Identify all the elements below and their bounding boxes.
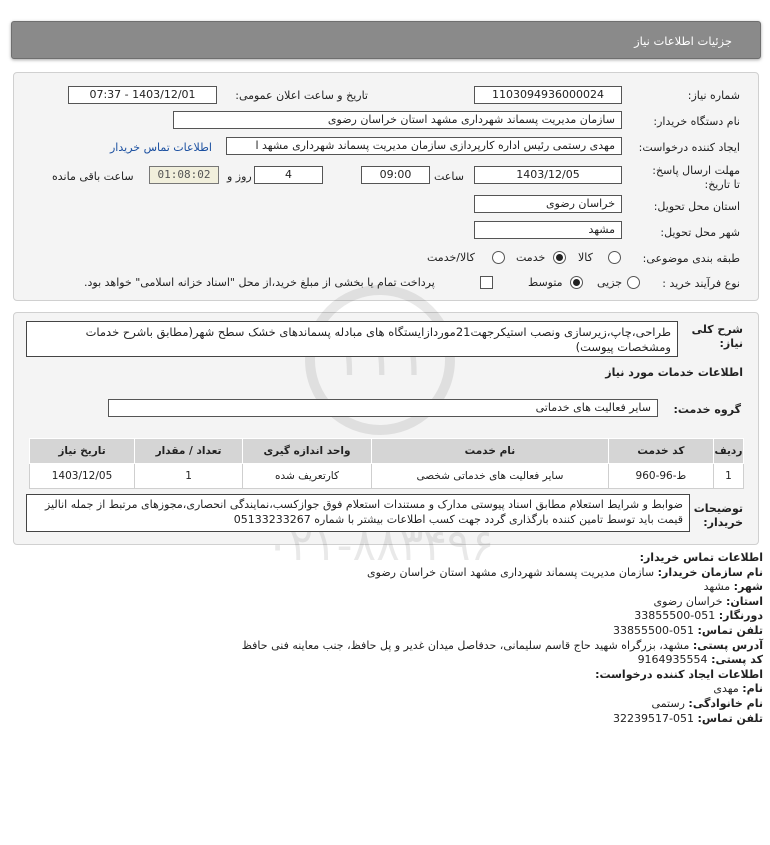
creator-info-title: اطلاعات ایجاد کننده درخواست:: [595, 667, 763, 681]
contact-province-label: استان:: [726, 594, 763, 608]
col-name: نام خدمت: [371, 439, 608, 464]
need-number-field: 1103094936000024: [474, 86, 622, 104]
province-label: استان محل تحویل:: [653, 200, 740, 213]
city-field: مشهد: [474, 221, 622, 239]
announce-label: تاریخ و ساعت اعلان عمومی:: [235, 89, 368, 102]
contact-phone: 051-33855500: [613, 623, 695, 637]
contact-fax-line: [23, 609, 763, 624]
contact-postal-label: کد پستی:: [711, 653, 763, 667]
buyer-notes-label: توضیحات خریدار:: [693, 502, 743, 529]
category-option-goods-service: کالا/خدمت: [427, 251, 475, 264]
deadline-time-field: 09:00: [361, 166, 430, 184]
contact-province: خراسان رضوی: [653, 594, 723, 608]
announce-field: 1403/12/01 - 07:37: [68, 86, 217, 104]
cell-row: 1: [713, 464, 743, 489]
col-unit: واحد اندازه گیری: [243, 439, 372, 464]
deadline-days-field: 4: [254, 166, 323, 184]
creator-family-label: نام خانوادگی:: [688, 696, 763, 710]
contact-fax: 051-33855500: [634, 609, 716, 623]
contact-postal-line: [23, 653, 763, 668]
creator-phone-label: تلفن تماس:: [697, 711, 763, 725]
process-label: نوع فرآیند خرید :: [662, 277, 740, 290]
creator-name: مهدی: [713, 682, 739, 696]
contact-phone-line: [23, 624, 763, 639]
process-option-medium: متوسط: [528, 276, 563, 289]
category-radio-service[interactable]: [553, 251, 566, 264]
contact-title: اطلاعات تماس خریدار:: [639, 551, 763, 564]
table-header-row: [30, 439, 744, 464]
creator-field: مهدی رستمی رئیس اداره کارپردازی سازمان مدیریت پسماند شهرداری مشهد ا: [226, 137, 622, 155]
contact-org-label: نام سازمان خریدار:: [657, 565, 763, 579]
col-code: کد خدمت: [608, 439, 713, 464]
creator-family: رستمی: [651, 696, 685, 710]
contact-fax-label: دورنگار:: [718, 609, 763, 623]
page-header: [11, 21, 761, 59]
creator-phone-line: [23, 712, 763, 727]
buyer-org-field: سازمان مدیریت پسماند شهرداری مشهد استان خراسان رضوی: [173, 111, 622, 129]
contact-org: سازمان مدیریت پسماند شهرداری مشهد استان خراسان رضوی: [367, 565, 655, 579]
summary-label: شرح کلی نیاز:: [691, 323, 743, 350]
col-row: ردیف: [713, 439, 743, 464]
category-radio-goods[interactable]: [608, 251, 621, 264]
table-row[interactable]: [30, 464, 744, 489]
contact-phone-label: تلفن تماس:: [697, 623, 763, 637]
category-option-goods: کالا: [578, 251, 593, 264]
treasury-note: پرداخت تمام یا بخشی از مبلغ خرید،از محل "اسناد خزانه اسلامی" خواهد بود.: [84, 276, 435, 289]
service-group-label: گروه خدمت:: [673, 403, 741, 416]
remaining-time-field: 01:08:02: [149, 166, 219, 184]
process-radio-medium[interactable]: [570, 276, 583, 289]
creator-phone: 051-32239517: [613, 711, 695, 725]
contact-address-label: آدرس پستی:: [692, 638, 763, 652]
category-label: طبقه بندی موضوعی:: [642, 252, 740, 265]
creator-name-line: [23, 682, 763, 697]
summary-text: طراحی،چاپ،زیرسازی ونصب استیکرجهت21موردازایستگاه های مبادله پسماندهای خشک سطح شهر(مطابق باشرح خدمات ومشخصات پیوست): [26, 321, 678, 357]
col-date: تاریخ نیاز: [30, 439, 135, 464]
contact-org-line: [23, 566, 763, 581]
creator-name-label: نام:: [742, 682, 763, 696]
remaining-time-label: ساعت باقی مانده: [52, 170, 134, 183]
svg-text:۰۲۱-۸۸۳۴۹۶: ۰۲۱-۸۸۳۴۹۶: [265, 520, 495, 571]
category-option-service: خدمت: [516, 251, 546, 264]
contact-province-line: [23, 595, 763, 610]
contact-city-label: شهر:: [733, 580, 763, 594]
need-info-panel: [13, 72, 759, 301]
services-table-wrap: [29, 438, 744, 489]
cell-unit: کارتعریف شده: [243, 464, 372, 489]
cell-code: ط-96-960: [608, 464, 713, 489]
cell-date: 1403/12/05: [30, 464, 135, 489]
buyer-org-label: نام دستگاه خریدار:: [653, 115, 740, 128]
deadline-time-label: ساعت: [434, 170, 464, 183]
deadline-label: مهلت ارسال پاسخ: تا تاریخ:: [652, 164, 740, 191]
contact-section: [23, 551, 763, 726]
cell-name: سایر فعالیت های خدماتی شخصی: [371, 464, 608, 489]
process-radio-minor[interactable]: [627, 276, 640, 289]
category-radio-goods-service[interactable]: [492, 251, 505, 264]
contact-address: مشهد، بزرگراه شهید حاج قاسم سلیمانی، حدفاصل میدان غدیر و پل حافظ، جنب معاینه فنی حافظ: [241, 638, 690, 652]
contact-city: مشهد: [703, 580, 731, 594]
page-title: جزئیات اطلاعات نیاز: [634, 34, 732, 48]
province-field: خراسان رضوی: [474, 195, 622, 213]
creator-family-line: [23, 697, 763, 712]
need-number-label: شماره نیاز:: [687, 89, 740, 102]
buyer-contact-link[interactable]: اطلاعات تماس خریدار: [110, 141, 212, 154]
services-section-title: اطلاعات خدمات مورد نیاز: [605, 366, 743, 379]
process-option-minor: جزیی: [597, 276, 623, 289]
contact-postal: 9164935554: [637, 653, 708, 667]
deadline-days-label: روز و: [227, 170, 252, 183]
services-table: [29, 438, 744, 489]
col-qty: تعداد / مقدار: [135, 439, 243, 464]
contact-address-line: [23, 639, 763, 654]
deadline-date-field: 1403/12/05: [474, 166, 622, 184]
cell-qty: 1: [135, 464, 243, 489]
treasury-checkbox[interactable]: [480, 276, 493, 289]
creator-label: ایجاد کننده درخواست:: [638, 141, 740, 154]
service-group-field: سایر فعالیت های خدماتی: [108, 399, 658, 417]
buyer-notes-text: ضوابط و شرایط استعلام مطابق اسناد پیوستی مدارک و مستندات استعلام فوق جوازکسب،نمایندگی انحصاری،مجوزهای مرتبط از جمله انالیز قیمت باید توسط تامین کننده بارگذاری گردد جهت کسب اطلاعات بیشتر با شماره 05133233267: [26, 494, 690, 532]
contact-city-line: [23, 580, 763, 595]
city-label: شهر محل تحویل:: [660, 226, 740, 239]
